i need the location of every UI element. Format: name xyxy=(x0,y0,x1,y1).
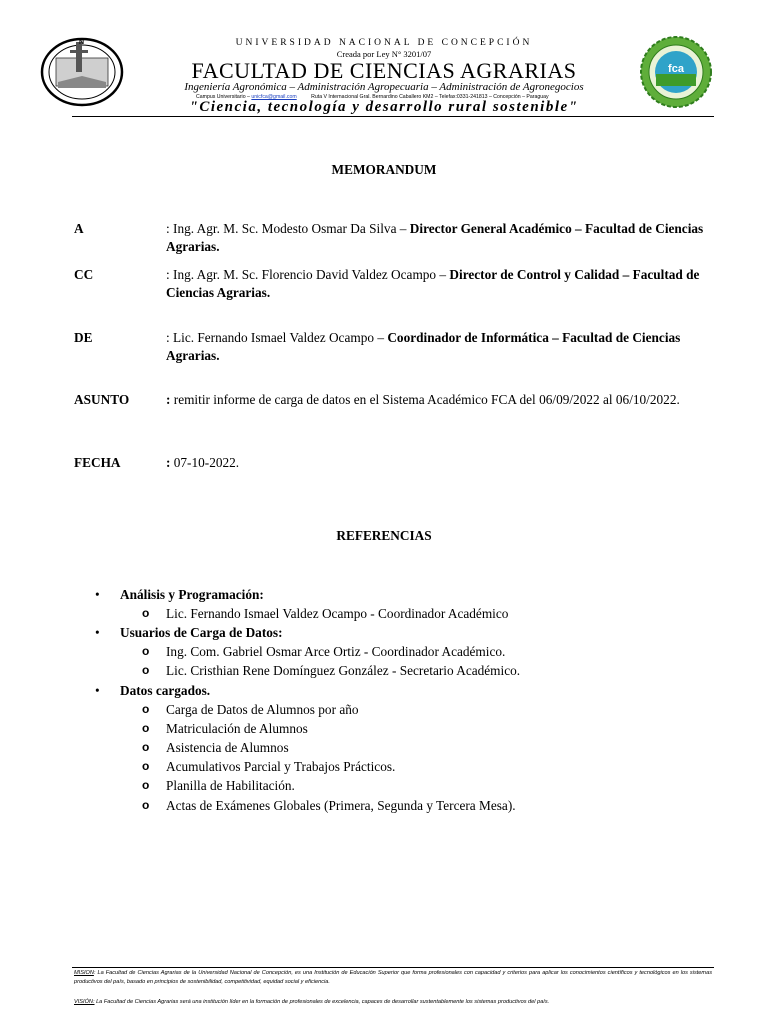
footer-divider xyxy=(72,967,714,968)
to-label: A xyxy=(74,221,84,236)
sub-bullet-icon: o xyxy=(142,778,150,793)
creation-law: Creada por Ley N° 3201/07 xyxy=(336,49,432,59)
subject-label: ASUNTO xyxy=(74,392,130,407)
subject-text: remitir informe de carga de datos en el Sistema Académico FCA del 06/09/2022 al 06/10/2022. xyxy=(170,392,680,407)
reference-item xyxy=(95,757,715,776)
cc-name: : Ing. Agr. M. Sc. Florencio David Valdez Ocampo – xyxy=(166,267,450,282)
date-text: 07-10-2022. xyxy=(170,455,240,470)
sub-bullet-icon: o xyxy=(142,797,150,812)
reference-item xyxy=(95,776,715,795)
from-role: Coordinador de Informática – Facultad de Ciencias Agrarias. xyxy=(166,330,681,363)
contact-address: Ruta V Internacional Gral. Bernardino Caballero KM2 – Telefax:0331-241813 – Concepción – Paraguay xyxy=(296,94,549,100)
mission-statement xyxy=(74,969,712,987)
cc-role: Director de Control y Calidad – Facultad de Ciencias Agrarias. xyxy=(166,267,700,300)
reference-item-text: Ing. Com. Gabriel Osmar Arce Ortiz - Coordinador Académico. xyxy=(166,644,506,660)
reference-item xyxy=(95,604,715,623)
header-divider xyxy=(72,116,714,117)
reference-item-text: Lic. Cristhian Rene Domínguez González - Secretario Académico. xyxy=(166,663,521,679)
sub-bullet-icon: o xyxy=(142,663,150,678)
date-colon: : xyxy=(166,455,171,470)
reference-item xyxy=(95,796,715,815)
to-value xyxy=(166,220,716,256)
reference-item-text: Matriculación de Alumnos xyxy=(166,720,308,736)
vision-label: VISIÓN: xyxy=(74,999,95,1005)
reference-item xyxy=(95,719,715,738)
reference-item-text: Asistencia de Alumnos xyxy=(166,739,289,755)
university-name: UNIVERSIDAD NACIONAL DE CONCEPCIÓN xyxy=(235,38,533,48)
cc-label: CC xyxy=(74,267,94,282)
from-label: DE xyxy=(74,330,93,345)
bullet-icon: • xyxy=(95,682,100,698)
vision-text: La Facultad de Ciencias Agrarias será una institución líder en la formación de profesionales de excelencia, capaces de desarrollar sustentablemente los sistemas productivos del país. xyxy=(94,999,550,1005)
careers-line: Ingeniería Agronómica – Administración Agropecuaria – Administración de Agronegocios xyxy=(184,81,584,93)
reference-item xyxy=(95,700,715,719)
contact-email-link[interactable]: unicfca@gmail.com xyxy=(251,94,297,100)
references-list xyxy=(95,585,715,815)
from-value xyxy=(166,329,716,365)
reference-item-text: Acumulativos Parcial y Trabajos Prácticos. xyxy=(166,759,396,775)
memo-title: MEMORANDUM xyxy=(331,162,437,177)
from-name: : Lic. Fernando Ismael Valdez Ocampo – xyxy=(166,330,388,345)
reference-item-text: Actas de Exámenes Globales (Primera, Segunda y Tercera Mesa). xyxy=(166,797,516,813)
sub-bullet-icon: o xyxy=(142,606,150,620)
reference-group xyxy=(95,681,715,700)
reference-group xyxy=(95,623,715,642)
subject-colon: : xyxy=(166,392,171,407)
reference-item-text: Lic. Fernando Ismael Valdez Ocampo - Coordinador Académico xyxy=(166,606,509,621)
to-role: Director General Académico – Facultad de Ciencias Agrarias. xyxy=(166,221,704,254)
subject-value xyxy=(166,391,716,409)
faculty-logo-text: fca xyxy=(668,63,684,75)
mission-text: : La Facultad de Ciencias Agrarias de la Universidad Nacional de Concepción, es una Institución de Educación Superior que forma profesionales con capacidad y criterios para aplicar los conocimientos científicos y tecnológicos en los sistemas productivos del país, basado en principios de sostenibilidad, competitividad, equidad social y eficiencia. xyxy=(74,970,712,985)
sub-bullet-icon: o xyxy=(142,701,150,716)
reference-group-label: Usuarios de Carga de Datos: xyxy=(120,625,283,641)
date-value xyxy=(166,454,716,472)
reference-group-label: Análisis y Programación: xyxy=(120,587,264,602)
reference-item-text: Planilla de Habilitación. xyxy=(166,778,295,794)
date-label: FECHA xyxy=(74,455,121,470)
sub-bullet-icon: o xyxy=(142,739,150,754)
bullet-icon: • xyxy=(95,625,100,641)
motto: "Ciencia, tecnología y desarrollo rural sostenible" xyxy=(189,99,579,115)
faculty-name: FACULTAD DE CIENCIAS AGRARIAS xyxy=(191,58,577,83)
svg-text:N: N xyxy=(79,39,85,46)
references-title: REFERENCIAS xyxy=(336,528,432,543)
reference-group-label: Datos cargados. xyxy=(120,682,211,698)
cc-value xyxy=(166,266,716,302)
reference-item-text: Carga de Datos de Alumnos por año xyxy=(166,701,359,717)
reference-item xyxy=(95,642,715,661)
vision-statement xyxy=(74,999,712,1005)
to-name: : Ing. Agr. M. Sc. Modesto Osmar Da Silva – xyxy=(166,221,410,236)
reference-group xyxy=(95,585,715,604)
reference-item xyxy=(95,661,715,680)
contact-prefix: Campus Universitario – xyxy=(196,94,252,100)
reference-item xyxy=(95,738,715,757)
sub-bullet-icon: o xyxy=(142,644,150,659)
sub-bullet-icon: o xyxy=(142,759,150,774)
bullet-icon: • xyxy=(95,587,100,602)
sub-bullet-icon: o xyxy=(142,720,150,735)
mission-label: MISION xyxy=(74,970,94,976)
